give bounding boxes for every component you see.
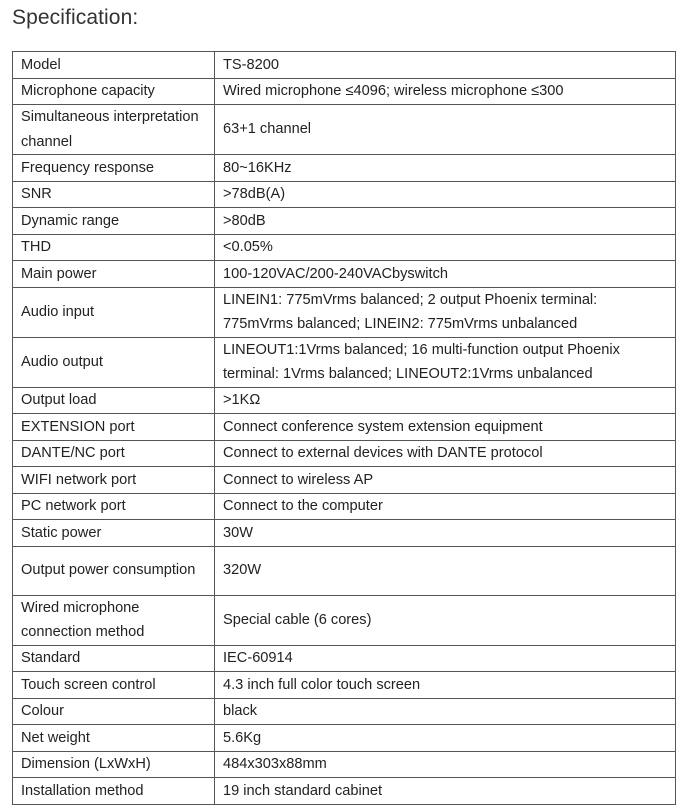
spec-value: 4.3 inch full color touch screen [215,672,676,699]
spec-label: Audio input [13,287,215,337]
spec-label: THD [13,234,215,261]
spec-label: Wired microphone connection method [13,595,215,645]
spec-value: Connect to external devices with DANTE protocol [215,440,676,467]
table-row [13,698,676,725]
table-row [13,52,676,79]
spec-value: 80~16KHz [215,155,676,182]
spec-value: 484x303x88mm [215,751,676,778]
table-row [13,155,676,182]
spec-label: Model [13,52,215,79]
table-row [13,105,676,155]
table-row [13,645,676,672]
table-row [13,751,676,778]
spec-value: 30W [215,520,676,547]
table-row [13,208,676,235]
spec-label: Frequency response [13,155,215,182]
table-row [13,595,676,645]
spec-label: EXTENSION port [13,414,215,441]
table-row [13,778,676,805]
spec-label: SNR [13,181,215,208]
spec-label: Output load [13,387,215,414]
spec-value: LINEOUT1:1Vrms balanced; 16 multi-function output Phoenix terminal: 1Vrms balanced; LINEOUT2:1Vrms unbalanced [215,337,676,387]
spec-label: Dynamic range [13,208,215,235]
table-row [13,261,676,288]
spec-label: Touch screen control [13,672,215,699]
spec-value: LINEIN1: 775mVrms balanced; 2 output Phoenix terminal: 775mVrms balanced; LINEIN2: 775mVrms unbalanced [215,287,676,337]
page-title: Specification: [12,6,139,29]
table-row [13,78,676,105]
spec-label: Output power consumption [13,546,215,595]
table-row [13,725,676,752]
spec-value: 320W [215,546,676,595]
spec-label: Simultaneous interpretation channel [13,105,215,155]
spec-label: Microphone capacity [13,78,215,105]
spec-value: Wired microphone ≤4096; wireless microphone ≤300 [215,78,676,105]
table-row [13,672,676,699]
table-row [13,234,676,261]
spec-value: Connect to the computer [215,493,676,520]
table-row [13,414,676,441]
spec-value: 19 inch standard cabinet [215,778,676,805]
spec-value: >78dB(A) [215,181,676,208]
table-row [13,546,676,595]
spec-value: <0.05% [215,234,676,261]
spec-label: PC network port [13,493,215,520]
spec-label: Standard [13,645,215,672]
spec-value: >1KΩ [215,387,676,414]
spec-value: 100-120VAC/200-240VACbyswitch [215,261,676,288]
spec-label: Installation method [13,778,215,805]
table-row [13,493,676,520]
spec-value: 5.6Kg [215,725,676,752]
spec-label: Main power [13,261,215,288]
table-row [13,440,676,467]
spec-label: Static power [13,520,215,547]
spec-value: TS-8200 [215,52,676,79]
spec-label: Audio output [13,337,215,387]
table-row [13,387,676,414]
spec-value: IEC-60914 [215,645,676,672]
table-row [13,337,676,387]
table-row [13,467,676,494]
specification-table [12,51,676,805]
spec-label: Colour [13,698,215,725]
spec-value: Special cable (6 cores) [215,595,676,645]
spec-label: WIFI network port [13,467,215,494]
spec-value: >80dB [215,208,676,235]
spec-label: DANTE/NC port [13,440,215,467]
spec-value: Connect to wireless AP [215,467,676,494]
spec-value: black [215,698,676,725]
spec-label: Dimension (LxWxH) [13,751,215,778]
table-row [13,520,676,547]
table-row [13,181,676,208]
spec-value: Connect conference system extension equipment [215,414,676,441]
spec-label: Net weight [13,725,215,752]
spec-value: 63+1 channel [215,105,676,155]
table-row [13,287,676,337]
